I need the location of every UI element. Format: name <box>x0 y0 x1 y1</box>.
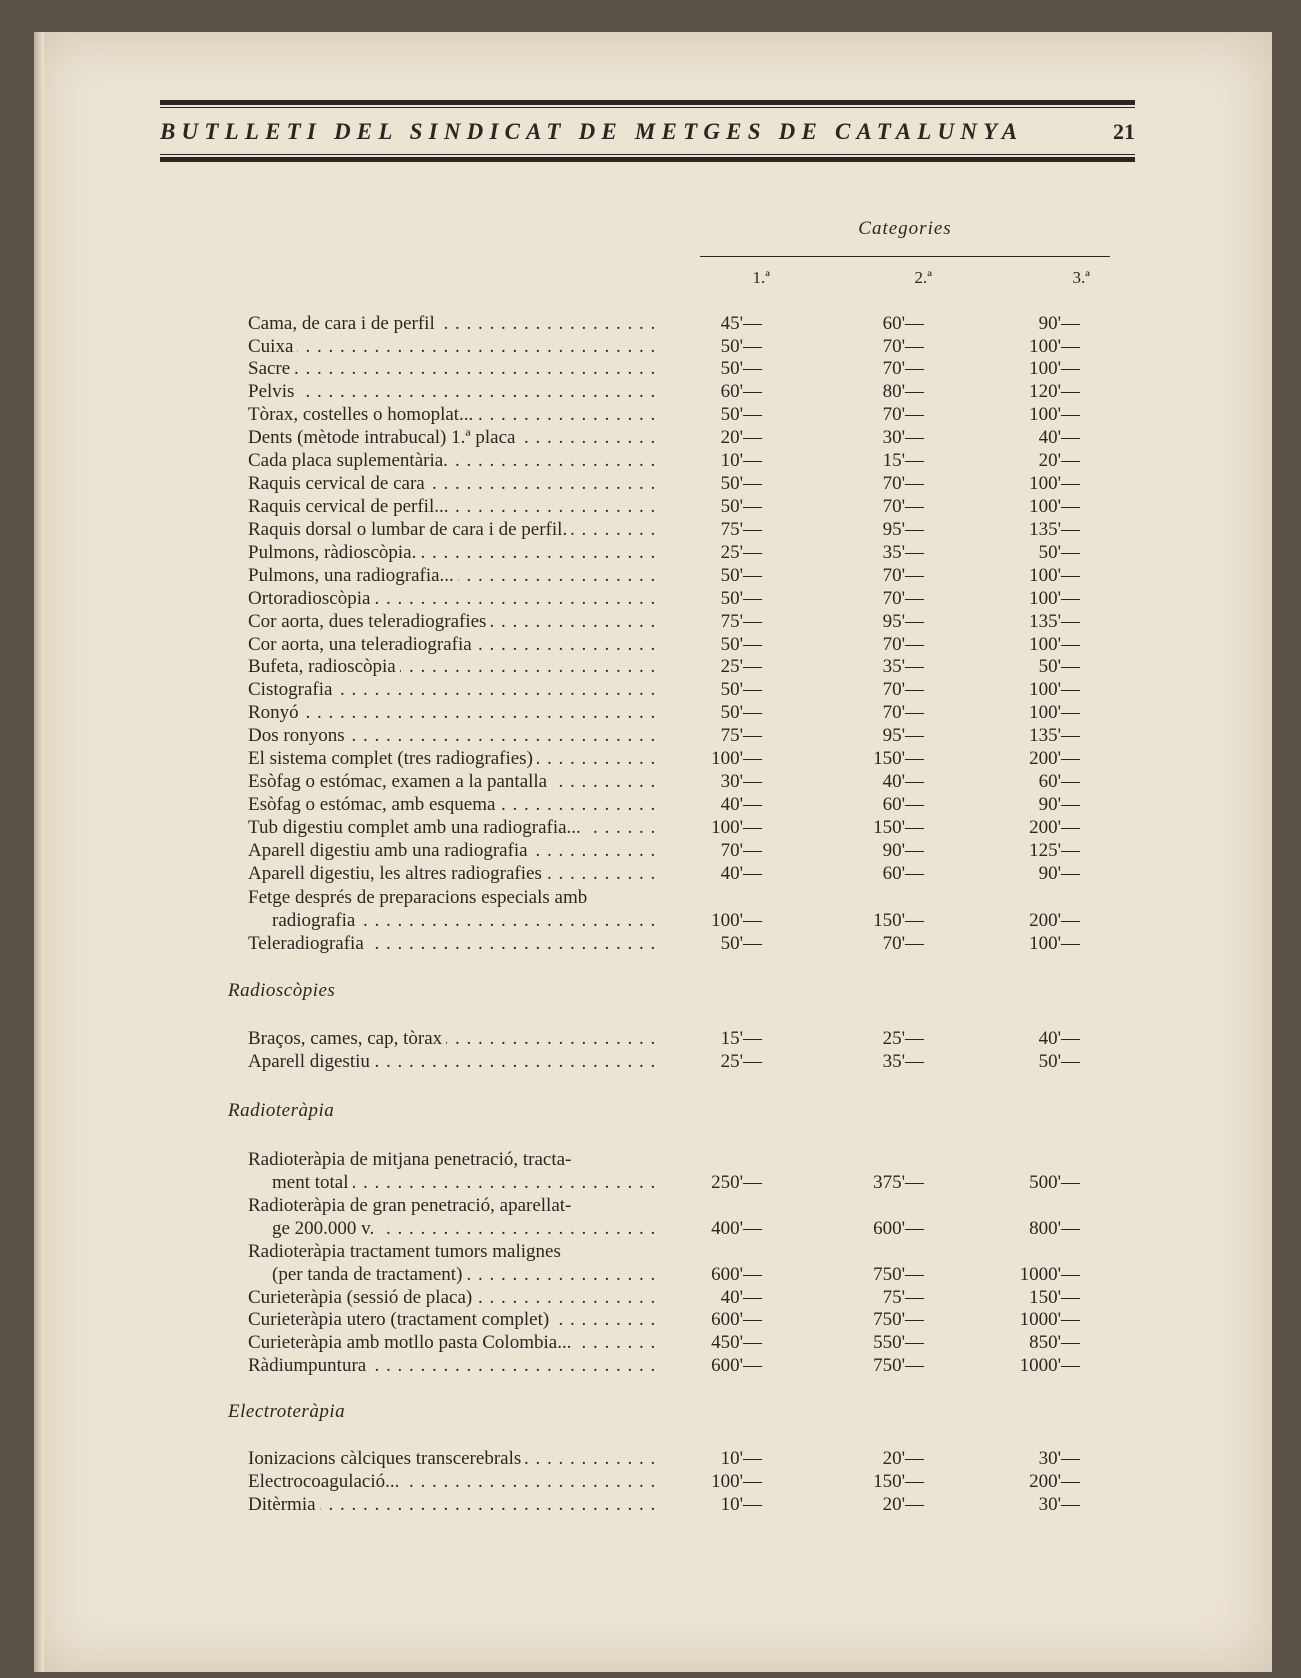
row-value-cat-3: 135'— <box>1029 725 1080 746</box>
row-value-cat-1: 50'— <box>720 496 762 517</box>
row-value-cat-1: 40'— <box>720 1287 762 1308</box>
row-value-cat-1: 100'— <box>711 817 762 838</box>
row-value-cat-3: 90'— <box>1038 863 1080 884</box>
row-value-cat-3: 90'— <box>1038 794 1080 815</box>
page-spine-shadow <box>34 32 44 1672</box>
row-label: Raquis cervical de perfil... <box>248 496 452 517</box>
row-value-cat-1: 50'— <box>720 473 762 494</box>
row-value-cat-3: 100'— <box>1029 933 1080 954</box>
row-label: Cuixa <box>248 336 297 357</box>
row-value-cat-1: 100'— <box>711 910 762 931</box>
row-value-cat-3: 100'— <box>1029 336 1080 357</box>
row-value-cat-2: 70'— <box>882 679 924 700</box>
section-heading: Radioscòpies <box>228 980 336 1001</box>
row-value-cat-3: 135'— <box>1029 611 1080 632</box>
row-value-cat-2: 70'— <box>882 565 924 586</box>
row-value-cat-3: 20'— <box>1038 450 1080 471</box>
row-label: Pulmons, una radiografia... <box>248 565 458 586</box>
row-value-cat-3: 150'— <box>1029 1287 1080 1308</box>
row-label: Cama, de cara i de perfil <box>248 313 439 334</box>
section-heading: Radioteràpia <box>228 1100 335 1121</box>
row-value-cat-2: 20'— <box>882 1448 924 1469</box>
row-value-cat-1: 600'— <box>711 1355 762 1376</box>
row-label: Aparell digestiu <box>248 1051 374 1072</box>
row-value-cat-1: 25'— <box>720 656 762 677</box>
row-value-cat-2: 90'— <box>882 840 924 861</box>
row-value-cat-1: 50'— <box>720 933 762 954</box>
row-value-cat-3: 40'— <box>1038 1028 1080 1049</box>
row-value-cat-1: 100'— <box>711 1471 762 1492</box>
row-value-cat-2: 150'— <box>873 910 924 931</box>
row-value-cat-1: 50'— <box>720 679 762 700</box>
row-label: Cada placa suplementària. <box>248 450 452 471</box>
row-value-cat-1: 25'— <box>720 542 762 563</box>
row-value-cat-3: 90'— <box>1038 313 1080 334</box>
row-value-cat-3: 200'— <box>1029 910 1080 931</box>
row-value-cat-2: 70'— <box>882 933 924 954</box>
row-value-cat-1: 10'— <box>720 1494 762 1515</box>
row-value-cat-3: 200'— <box>1029 748 1080 769</box>
column-header-3: 3.ª <box>1072 268 1090 287</box>
row-value-cat-2: 35'— <box>882 1051 924 1072</box>
row-label: Fetge després de preparacions especials amb <box>248 887 591 908</box>
row-label: Curieteràpia (sessió de placa) <box>248 1287 476 1308</box>
row-value-cat-1: 75'— <box>720 519 762 540</box>
row-value-cat-2: 550'— <box>873 1332 924 1353</box>
row-value-cat-3: 100'— <box>1029 588 1080 609</box>
row-value-cat-3: 1000'— <box>1019 1264 1080 1285</box>
row-value-cat-1: 50'— <box>720 565 762 586</box>
row-value-cat-2: 750'— <box>873 1309 924 1330</box>
row-value-cat-1: 600'— <box>711 1309 762 1330</box>
row-label: Teleradiografia <box>248 933 368 954</box>
row-value-cat-2: 70'— <box>882 702 924 723</box>
row-label: radiografia <box>248 910 359 931</box>
row-value-cat-2: 70'— <box>882 588 924 609</box>
row-value-cat-3: 30'— <box>1038 1494 1080 1515</box>
row-label: Cistografia <box>248 679 336 700</box>
row-value-cat-2: 150'— <box>873 1471 924 1492</box>
row-value-cat-3: 100'— <box>1029 702 1080 723</box>
column-header-1: 1.ª <box>752 268 770 287</box>
row-value-cat-2: 70'— <box>882 473 924 494</box>
row-label: Braços, cames, cap, tòrax <box>248 1028 446 1049</box>
row-value-cat-1: 45'— <box>720 313 762 334</box>
row-value-cat-1: 250'— <box>711 1172 762 1193</box>
row-value-cat-2: 60'— <box>882 313 924 334</box>
row-value-cat-2: 95'— <box>882 519 924 540</box>
row-label: Aparell digestiu amb una radiografia <box>248 840 532 861</box>
row-value-cat-3: 125'— <box>1029 840 1080 861</box>
row-value-cat-1: 40'— <box>720 794 762 815</box>
column-header-2: 2.ª <box>914 268 932 287</box>
row-value-cat-3: 500'— <box>1029 1172 1080 1193</box>
row-value-cat-3: 200'— <box>1029 1471 1080 1492</box>
row-label: Radioteràpia de gran penetració, aparellat- <box>248 1195 575 1216</box>
row-value-cat-1: 75'— <box>720 725 762 746</box>
row-label: Radioteràpia de mitjana penetració, tracta- <box>248 1149 575 1170</box>
row-label: Tòrax, costelles o homoplat... <box>248 404 477 425</box>
row-label: Dos ronyons <box>248 725 349 746</box>
row-value-cat-2: 375'— <box>873 1172 924 1193</box>
row-value-cat-3: 800'— <box>1029 1218 1080 1239</box>
row-value-cat-2: 70'— <box>882 634 924 655</box>
row-value-cat-3: 50'— <box>1038 656 1080 677</box>
row-value-cat-3: 100'— <box>1029 473 1080 494</box>
row-label: Ortoradioscòpia <box>248 588 374 609</box>
row-label: Raquis cervical de cara <box>248 473 429 494</box>
row-value-cat-3: 50'— <box>1038 1051 1080 1072</box>
row-label: ge 200.000 v. <box>248 1218 378 1239</box>
row-label: Sacre <box>248 358 294 379</box>
row-value-cat-2: 95'— <box>882 725 924 746</box>
row-value-cat-1: 450'— <box>711 1332 762 1353</box>
row-value-cat-2: 750'— <box>873 1355 924 1376</box>
row-value-cat-3: 30'— <box>1038 1448 1080 1469</box>
page-number: 21 <box>1113 119 1135 144</box>
row-value-cat-2: 75'— <box>882 1287 924 1308</box>
row-value-cat-3: 100'— <box>1029 358 1080 379</box>
row-value-cat-3: 100'— <box>1029 679 1080 700</box>
row-value-cat-1: 50'— <box>720 404 762 425</box>
row-value-cat-2: 70'— <box>882 404 924 425</box>
row-value-cat-2: 150'— <box>873 817 924 838</box>
row-value-cat-1: 50'— <box>720 358 762 379</box>
row-value-cat-1: 600'— <box>711 1264 762 1285</box>
row-label: Curieteràpia utero (tractament complet) <box>248 1309 553 1330</box>
row-value-cat-3: 100'— <box>1029 404 1080 425</box>
row-value-cat-1: 10'— <box>720 1448 762 1469</box>
row-label: Raquis dorsal o lumbar de cara i de perfil. <box>248 519 571 540</box>
row-value-cat-1: 400'— <box>711 1218 762 1239</box>
row-value-cat-3: 100'— <box>1029 634 1080 655</box>
row-value-cat-1: 75'— <box>720 611 762 632</box>
row-value-cat-3: 120'— <box>1029 381 1080 402</box>
row-label: Esòfag o estómac, amb esquema <box>248 794 499 815</box>
row-value-cat-1: 50'— <box>720 702 762 723</box>
row-value-cat-3: 850'— <box>1029 1332 1080 1353</box>
row-value-cat-2: 150'— <box>873 748 924 769</box>
running-header <box>160 112 1135 152</box>
row-value-cat-2: 40'— <box>882 771 924 792</box>
row-value-cat-1: 25'— <box>720 1051 762 1072</box>
row-value-cat-2: 600'— <box>873 1218 924 1239</box>
row-value-cat-2: 35'— <box>882 656 924 677</box>
row-value-cat-3: 135'— <box>1029 519 1080 540</box>
row-value-cat-1: 100'— <box>711 748 762 769</box>
row-value-cat-1: 70'— <box>720 840 762 861</box>
row-value-cat-3: 60'— <box>1038 771 1080 792</box>
row-label: Pelvis <box>248 381 298 402</box>
row-value-cat-1: 30'— <box>720 771 762 792</box>
row-label: El sistema complet (tres radiografies) <box>248 748 537 769</box>
row-value-cat-2: 60'— <box>882 794 924 815</box>
row-value-cat-3: 100'— <box>1029 496 1080 517</box>
row-label: Ditèrmia <box>248 1494 320 1515</box>
row-value-cat-2: 95'— <box>882 611 924 632</box>
row-value-cat-1: 50'— <box>720 588 762 609</box>
row-value-cat-2: 70'— <box>882 336 924 357</box>
row-value-cat-1: 15'— <box>720 1028 762 1049</box>
row-value-cat-1: 50'— <box>720 634 762 655</box>
row-label: Ràdiumpuntura <box>248 1355 370 1376</box>
row-value-cat-3: 50'— <box>1038 542 1080 563</box>
row-value-cat-3: 40'— <box>1038 427 1080 448</box>
row-value-cat-2: 35'— <box>882 542 924 563</box>
row-label: Cor aorta, dues teleradiografies <box>248 611 490 632</box>
row-value-cat-3: 200'— <box>1029 817 1080 838</box>
row-value-cat-2: 70'— <box>882 358 924 379</box>
row-label: Esòfag o estómac, examen a la pantalla <box>248 771 551 792</box>
header-rule-bottom <box>160 154 1135 162</box>
row-value-cat-1: 10'— <box>720 450 762 471</box>
row-label: Curieteràpia amb motllo pasta Colombia... <box>248 1332 575 1353</box>
row-value-cat-2: 20'— <box>882 1494 924 1515</box>
row-value-cat-2: 70'— <box>882 496 924 517</box>
header-rule-top <box>160 100 1135 108</box>
row-label: Radioteràpia tractament tumors malignes <box>248 1241 565 1262</box>
row-value-cat-2: 750'— <box>873 1264 924 1285</box>
row-value-cat-2: 15'— <box>882 450 924 471</box>
row-value-cat-3: 100'— <box>1029 565 1080 586</box>
row-value-cat-2: 25'— <box>882 1028 924 1049</box>
row-value-cat-1: 40'— <box>720 863 762 884</box>
row-label: Tub digestiu complet amb una radiografia... <box>248 817 585 838</box>
row-label: Ionizacions càlciques transcerebrals <box>248 1448 525 1469</box>
row-label: Electrocoagulació... <box>248 1471 403 1492</box>
row-label: (per tanda de tractament) <box>248 1264 466 1285</box>
row-label: ment total <box>248 1172 353 1193</box>
row-value-cat-1: 60'— <box>720 381 762 402</box>
row-value-cat-3: 1000'— <box>1019 1355 1080 1376</box>
categories-rule <box>700 256 1110 257</box>
row-value-cat-3: 1000'— <box>1019 1309 1080 1330</box>
section-heading: Electroteràpia <box>228 1401 346 1422</box>
row-label: Pulmons, ràdioscòpia. <box>248 542 420 563</box>
categories-heading: Categories <box>858 218 952 239</box>
row-value-cat-2: 80'— <box>882 381 924 402</box>
row-value-cat-2: 30'— <box>882 427 924 448</box>
row-value-cat-1: 50'— <box>720 336 762 357</box>
row-label: Bufeta, radioscòpia <box>248 656 400 677</box>
row-value-cat-1: 20'— <box>720 427 762 448</box>
row-value-cat-2: 60'— <box>882 863 924 884</box>
row-label: Aparell digestiu, les altres radiografies <box>248 863 546 884</box>
row-label: Cor aorta, una teleradiografia <box>248 634 476 655</box>
row-label: Dents (mètode intrabucal) 1.ª placa <box>248 427 519 448</box>
journal-title: BUTLLETI DEL SINDICAT DE METGES DE CATALUNYA <box>160 119 1024 144</box>
row-label: Ronyó <box>248 702 303 723</box>
